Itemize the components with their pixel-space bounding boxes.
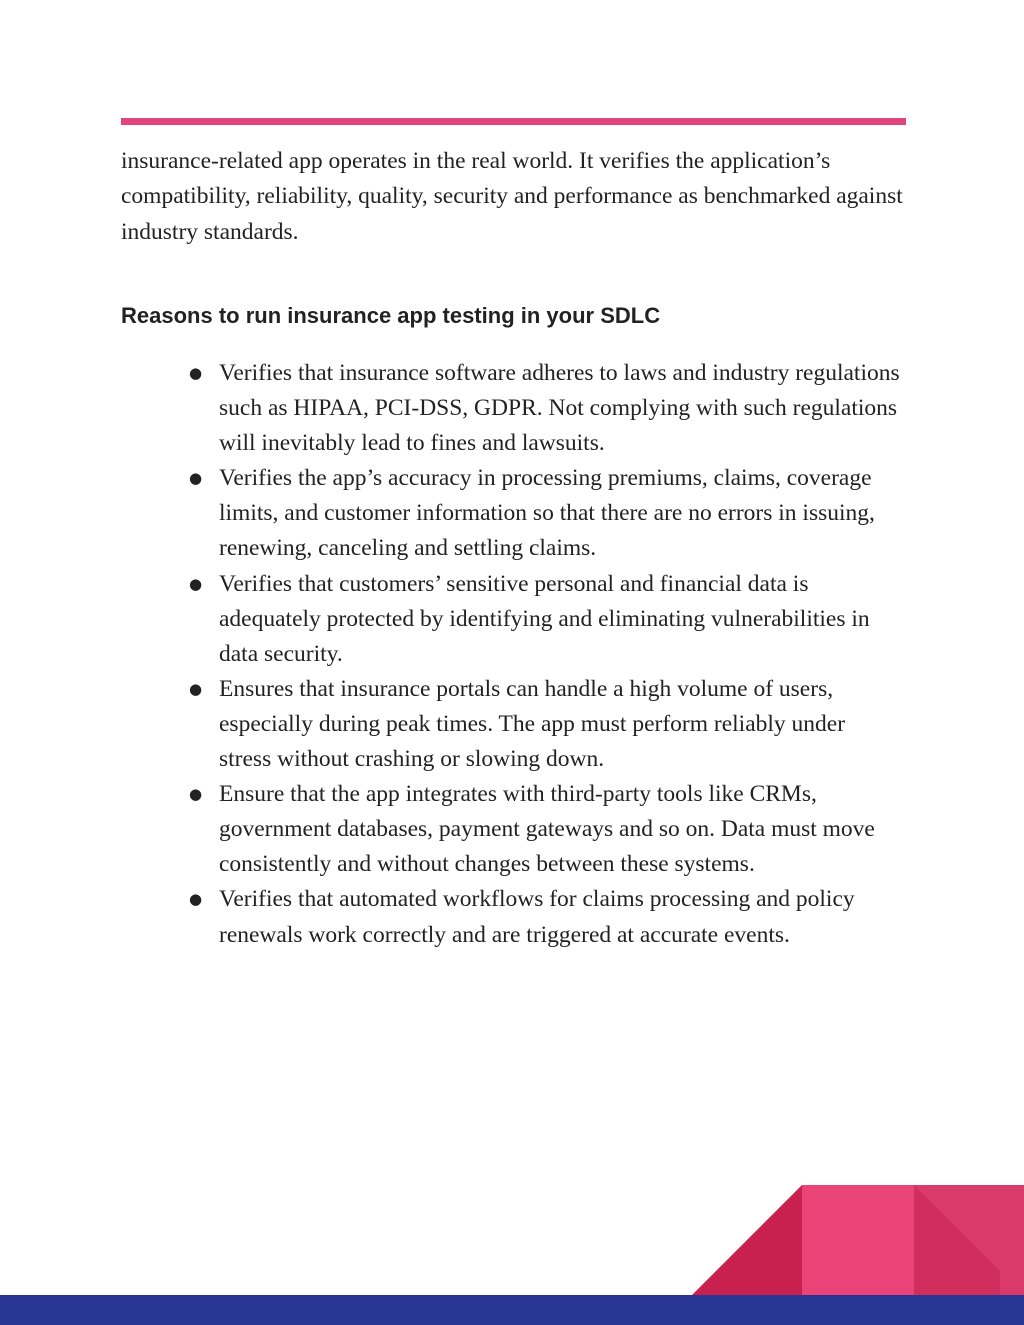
corner-shape-pink [802,1185,914,1295]
list-item-text: Verifies that insurance software adheres to laws and industry regulations such as HIPAA, PCI-DSS, GDPR. Not complying with such regulations will inevitably lead to fines and lawsuits. [219,360,900,457]
bullet-icon: ● [189,785,203,804]
list-item-text: Verifies that customers’ sensitive personal and financial data is adequately protected by identifying and eliminating vulnerabilities in data security. [219,570,870,667]
section-heading: Reasons to run insurance app testing in your SDLC [121,303,661,328]
accent-rule [121,118,906,125]
bullet-icon: ● [189,469,203,488]
corner-shape-crimson [692,1185,802,1295]
bullet-icon: ● [189,574,203,593]
list-item [189,882,903,952]
list-item [189,567,903,672]
intro-paragraph: insurance-related app operates in the real world. It verifies the application’s compatibility, reliability, quality, security and performance as benchmarked against industry standards. [121,148,903,245]
list-item-text: Verifies that automated workflows for claims processing and policy renewals work correctly and are triggered at accurate events. [219,886,855,948]
list-item [189,461,903,566]
footer-bar [0,1295,1024,1325]
bullet-icon: ● [189,364,203,382]
list-item-text: Verifies the app’s accuracy in processing premiums, claims, coverage limits, and customer information so that there are no errors in issuing, renewing, canceling and settling claims. [219,465,875,562]
corner-decoration [692,1185,1024,1295]
list-item-text: Ensures that insurance portals can handle a high volume of users, especially during peak times. The app must perform reliably under stress without crashing or slowing down. [219,675,846,773]
reasons-list [189,356,903,953]
list-item [189,356,903,461]
bullet-icon: ● [189,679,203,698]
list-item-text: Ensure that the app integrates with third-party tools like CRMs, government databases, payment gateways and so on. Data must move consistently and without changes between these systems. [219,781,875,878]
bullet-icon: ● [189,890,203,909]
list-item [189,672,903,777]
list-item [189,777,903,882]
